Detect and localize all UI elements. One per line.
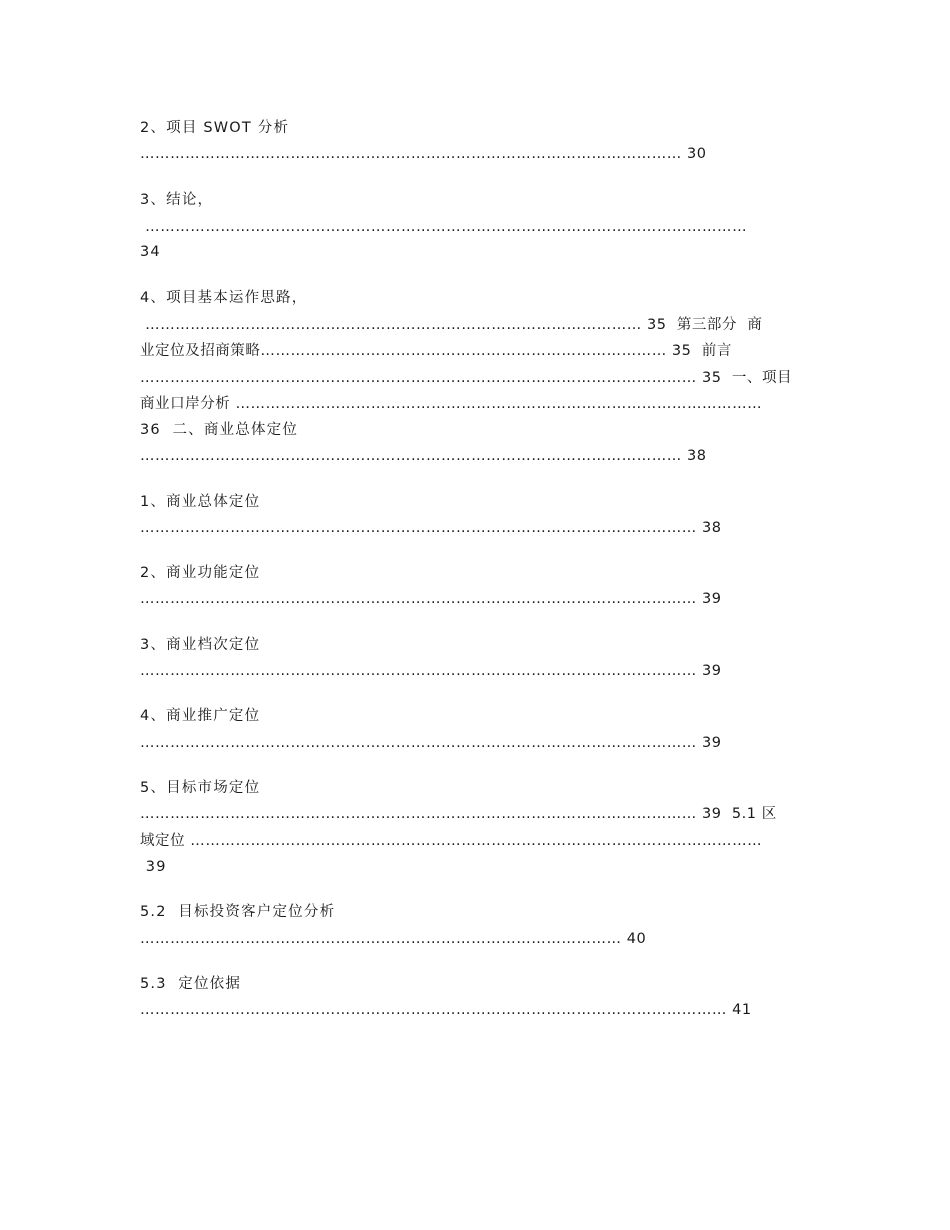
toc-entry-dots: ………………………………………………………………………………………………… 39 bbox=[140, 663, 722, 679]
toc-entry-dots: …………………………………………………………………………………… 40 bbox=[140, 931, 647, 947]
toc-entry-dots: ………………………………………………………………………………………………… 38 bbox=[140, 520, 722, 536]
toc-entry-dots: 域定位 …………………………………………………………………………………………………… bbox=[140, 833, 763, 849]
toc-entry-title: 1、商业总体定位 bbox=[140, 494, 261, 510]
toc-entry-dots: 商业口岸分析 …………………………………………………………………………………………… bbox=[140, 396, 763, 412]
toc-entry-dots: ………………………………………………………………………………………………… 39 5.1 区 bbox=[140, 806, 777, 822]
toc-entry-page-number: 39 bbox=[140, 859, 167, 875]
toc-entry-title: 36 二、商业总体定位 bbox=[140, 422, 299, 438]
toc-entry-dots: ……………………………………………………………………………………………………… 41 bbox=[140, 1002, 752, 1018]
toc-entry-dots: ……………………………………………………………………………………………… 38 bbox=[140, 448, 707, 464]
toc-entry-title: 4、商业推广定位 bbox=[140, 708, 261, 724]
toc-entry-dots: ……………………………………………………………………………………………… 30 bbox=[140, 146, 707, 162]
toc-entry-dots: 业定位及招商策略……………………………………………………………………… 35 前言 bbox=[140, 343, 732, 359]
toc-entry-title: 5.3 定位依据 bbox=[140, 976, 242, 992]
toc-entry-title: 2、项目 SWOT 分析 bbox=[140, 120, 290, 136]
toc-entry-title: 3、商业档次定位 bbox=[140, 637, 261, 653]
toc-entry-dots: ………………………………………………………………………………………………… 35 一、项目 bbox=[140, 370, 793, 386]
toc-entry-title: 5.2 目标投资客户定位分析 bbox=[140, 904, 336, 920]
toc-entry-title: 2、商业功能定位 bbox=[140, 565, 261, 581]
toc-entry-title: 4、项目基本运作思路， bbox=[140, 290, 308, 306]
toc-entry-page-number: 34 bbox=[140, 244, 161, 260]
toc-entry-title: 3、结论， bbox=[140, 192, 214, 208]
toc-entry-dots: ……………………………………………………………………………………… 35 第三部分 商 bbox=[140, 317, 763, 333]
toc-entry-title: 5、目标市场定位 bbox=[140, 780, 261, 796]
toc-entry-dots: ………………………………………………………………………………………………… 39 bbox=[140, 735, 722, 751]
toc-entry-dots: ………………………………………………………………………………………………… 39 bbox=[140, 591, 722, 607]
toc-entry-dots: ………………………………………………………………………………………………………… bbox=[140, 219, 748, 235]
